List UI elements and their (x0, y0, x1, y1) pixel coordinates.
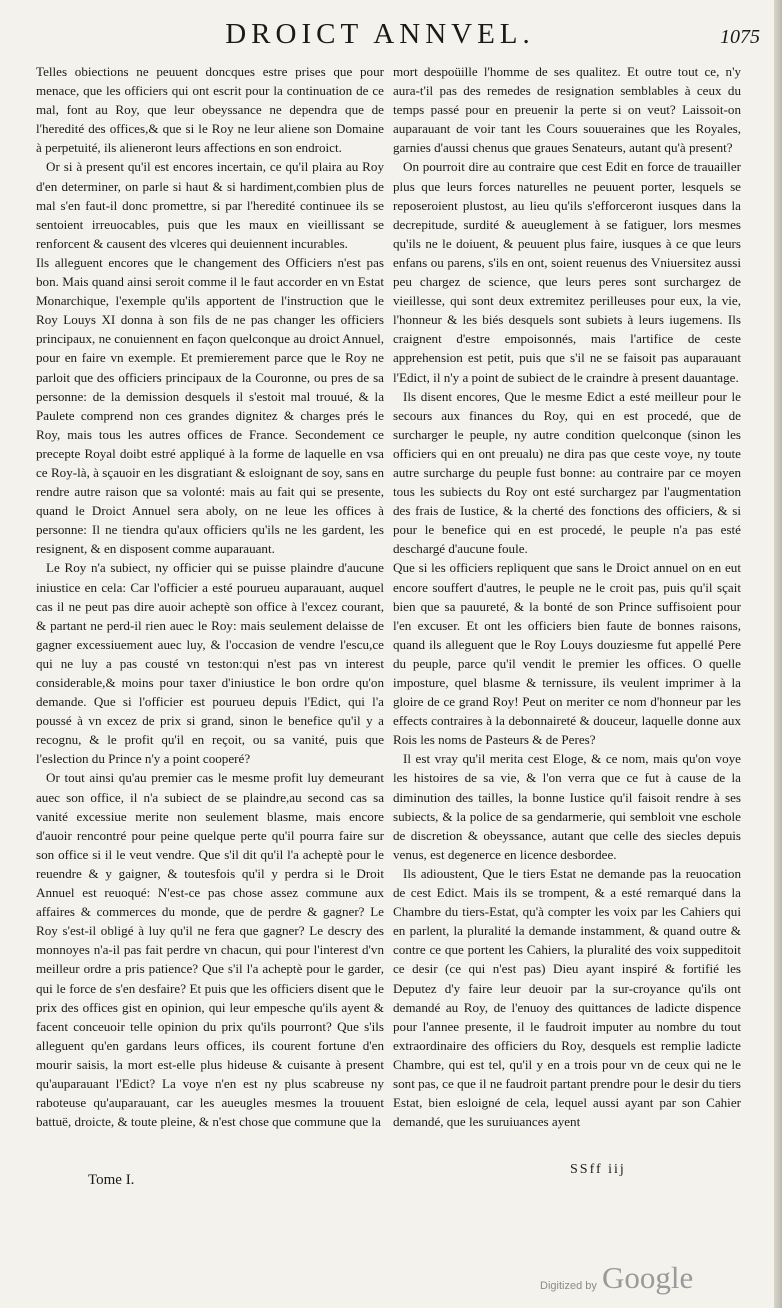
page-edge-shadow (774, 0, 782, 1308)
paragraph: Que si les officiers repliquent que sans le Droict annuel on en eut encore souffert d'autres, le peuple ne le croit pas, puis qu'il sçait bien que sa pauureté, & la bonté de son Prince suffisoient pour l'en excuser. Et ont les officiers bien faute de bonnes raisons, quand ils alleguent que le Roy Louys douziesme fut appellé Pere du peuple, parce qu'il vendit le premier les offices. O quelle imposture, quel blasme & ternissure, ils veulent imprimer à la gloire de ce grand Roy! Peut on meriter ce nom d'honneur par les effects contraires à la debonnaireté & douceur, laquelle donne aux Rois les noms de Pasteurs & de Peres? (393, 560, 741, 748)
watermark-prefix: Digitized by (540, 1280, 597, 1292)
paragraph: Or tout ainsi qu'au premier cas le mesme profit luy demeurant auec son office, il n'a subiect de se plaindre,au second cas sa vanité excessiue merite non seulement blasme, mais encore d'auoir rencontré pour peine quelque perte qu'il pourra faire sur son office si il le veut vendre. Que s'il dit qu'il l'a acheptè pour le reuendre & y gaigner, & toutesfois qu'il y perdra si le Droit Annuel est reuoqué: N'est-ce pas chose assez commune aux affaires & commerces du monde, que de perdre & gagner? Le Roy s'est-il obligé à luy qu'il ne fera que gagner? Le descry des monnoyes n'a-il pas fait perdre vn chacun, qui pour l'interest d'vn meilleur ordre a pris patience? Que s'il l'a acheptè pour le garder, qui le force de s'en desfaire? Et puis que les officiers disent que le prix des offices gist en opinion, qui leur empesche qu'ils ayent & facent conceuoir telle opinion du prix qu'ils pourront? Que s'ils alleguent qu'en gardans leurs offices, ils courent fortune d'en mourir saisis, la mort est-elle plus hideuse & cuisante à present qu'auparauant l'Edict? La voye n'en est ny plus scabreuse ny raboteuse qu'auparauant, car les aueugles mesmes la trouuent battuë, droicte, & toute pleine, & n'est chose que commune que la (36, 770, 384, 1130)
signature-mark: SSff iij (570, 1162, 626, 1177)
paragraph: Il est vray qu'il merita cest Eloge, & ce nom, mais qu'on voye les histoires de sa vie, & l'on verra que ce fut à cause de la diminution des tailles, la bonne Iustice qu'il faisoit rendre à ses subiects, & la police de sa gendarmerie, qui sembloit vne eschole de discretion & obeyssance, autant que celle des siecles depuis venus, est degenerce en licence desbordee. (393, 751, 741, 862)
paragraph: Ils alleguent encores que le changement des Officiers n'est pas bon. Mais quand ainsi seroit comme il le faut accorder en vn Estat Monarchique, l'exemple qu'ils apportent de l'instruction que le Roy Louys XI donna à son fils de ne pas changer les officiers principaux, ne conuiennent en façon quelconque au droict Annuel, pour en faire vn exemple. Et premierement parce que le Roy ne parloit que des officiers principaux de la Couronne, ou pres de sa personne: de la demission desquels il s'estoit mal trouué, & la Paulete comprend non ces grandes dignitez & charges prés le Roy, mais tous les autres offices de France. Secondement ce precepte Royal doibt estré appliqué à la forme de laquelle en vsa ce Roy-là, à sçauoir en les disgratiant & esloignant de soy, sans en rendre autre raison que sa volonté: mais au fait qui se presente, quand le Droict Annuel sera aboly, on ne leue les offices à personne: Il ne tiendra qu'aux officiers qu'ils ne les gardent, les resignent, & en disposent comme auparauant. (36, 254, 384, 557)
right-column (393, 62, 741, 1154)
paragraph: mort despoüille l'homme de ses qualitez. Et outre tout ce, n'y aura-t'il pas des remedes de resignation semblables à ceux du temps passé pour en preuenir la perte si on veut? Laissoit-on auparauant de voir tant les Cours souueraines que les Royales, garnies d'aussi chenus que graues Senateurs, autant qu'à present? (393, 64, 741, 156)
digitized-watermark (540, 1260, 770, 1300)
left-column (36, 62, 384, 1154)
google-logo: Google (602, 1260, 694, 1295)
paragraph: Ils adioustent, Que le tiers Estat ne demande pas la reuocation de cest Edict. Mais ils se trompent, & a esté remarqué dans la Chambre du tiers-Estat, qu'à compter les voix par les Cahiers qui en parlent, la pluralité la demande instamment, & quand outre & contre ce que portent les Cahiers, la pluralité des voix suppeditoit ce desir (ce qui n'est pas) Dieu ayant inspiré & fortifié les Deputez d'y faire leur deuoir par la sur-croyance qu'ils ont demandé au Roy, de l'enuoy des quittances de ladicte dispence pour l'annee presente, il le faudroit imputer au nombre du tout extraordinaire des officiers du Roy, desquels est remplie ladicte Chambre, qui est tel, qu'il y en a trois pour vn de ceux qui ne le sont pas, ce que il ne faudroit partant prendre pour le desir du tiers Estat, bien esloigné de cela, lequel aussi ayant par son Cahier demandé, que les suruiuances ayent (393, 865, 741, 1130)
page-number: 1075 (720, 26, 760, 48)
paragraph: Le Roy n'a subiect, ny officier qui se puisse plaindre d'aucune iniustice en cela: Car l'officier a esté pourueu auparauant, auquel cas il ne peut pas dire auoir acheptè son office à l'excez courant, & partant ne perd-il rien auec le Roy: mais seulement delaisse de gagner excessiuement auec luy, & l'occasion de vendre l'escu,ce qui ne luy a pas cousté vn teston:qui n'est pas vn interest considerable,& moins pour taxer d'iniustice le bon ordre qu'on demande. Que si l'officier est pourueu depuis l'Edict, qui l'a poussé à vn excez de prix si grand, sinon le benefice qu'il y a recognu, & le profit qu'il en reçoit, ou sa vanité, puis que l'eslection du Prince n'y a point cooperé? (36, 560, 384, 767)
volume-label: Tome I. (88, 1172, 135, 1188)
paragraph: Ils disent encores, Que le mesme Edict a esté meilleur pour le secours aux finances du Roy, qui en est procedé, que de surcharger le peuple, ny autre condition quelconque (sinon les officiers qui en ont preualu) ne dira pas que ceste voye, ny toute autre surcharge du peuple fust bonne: au contraire par ce moyen tous les subiects du Roy ont esté surchargez par l'augmentation des frais de Iustice, & la cherté des fonctions des officiers, & si pour le benefice qui en est procedé, le peuple n'a pas esté deschargé d'aucune foule. (393, 388, 741, 557)
paragraph: On pourroit dire au contraire que cest Edit en force de trauailler plus que leurs forces naturelles ne peuuent porter, lesquels se reposeroient plustost, au lieu qu'ils s'efforceront iusques dans la decrepitude, surdité & aueuglement à se fatiguer, lors mesmes qu'ils ne le doiuent, & peuuent plus faire, iusques à ce que leurs enfans ou parens, s'ils en ont, soient reuenus des Vniuersitez aussi peu chargez de science, que leurs peres sont surchargez de vieillesse, qui sont deux extremitez perilleuses pour eux, la vie, l'honneur & les biés desquels sont subiets à leurs iugemens. Ils craignent d'estre empoisonnés, mais l'artifice de ceste apprehension est petit, puis que s'il ne se faisoit pas auparauant l'Edict, il n'y a point de subiect de le craindre à present dauantage. (393, 159, 741, 385)
page-header (30, 18, 770, 58)
paragraph: Telles obiections ne peuuent doncques estre prises que pour menace, que les officiers qui ont escrit pour la continuation de ce mal, font au Roy, que leur obeyssance ne dependra que de l'heredité des offices,& que si le Roy ne leur aliene son Domaine à perpetuité, ils alieneront leurs affections en son endroict. (36, 64, 384, 156)
running-title: DROICT ANNVEL. (225, 18, 535, 50)
paragraph: Or si à present qu'il est encores incertain, ce qu'il plaira au Roy d'en determiner, on parle si haut & si hardiment,combien plus de mal s'en faut-il donc promettre, si par l'heredité continuee ils se sentoient irreuocables, puis que les maux en vieillissant se renforcent & causent des vlceres qui deuiennent incurables. (36, 159, 384, 251)
